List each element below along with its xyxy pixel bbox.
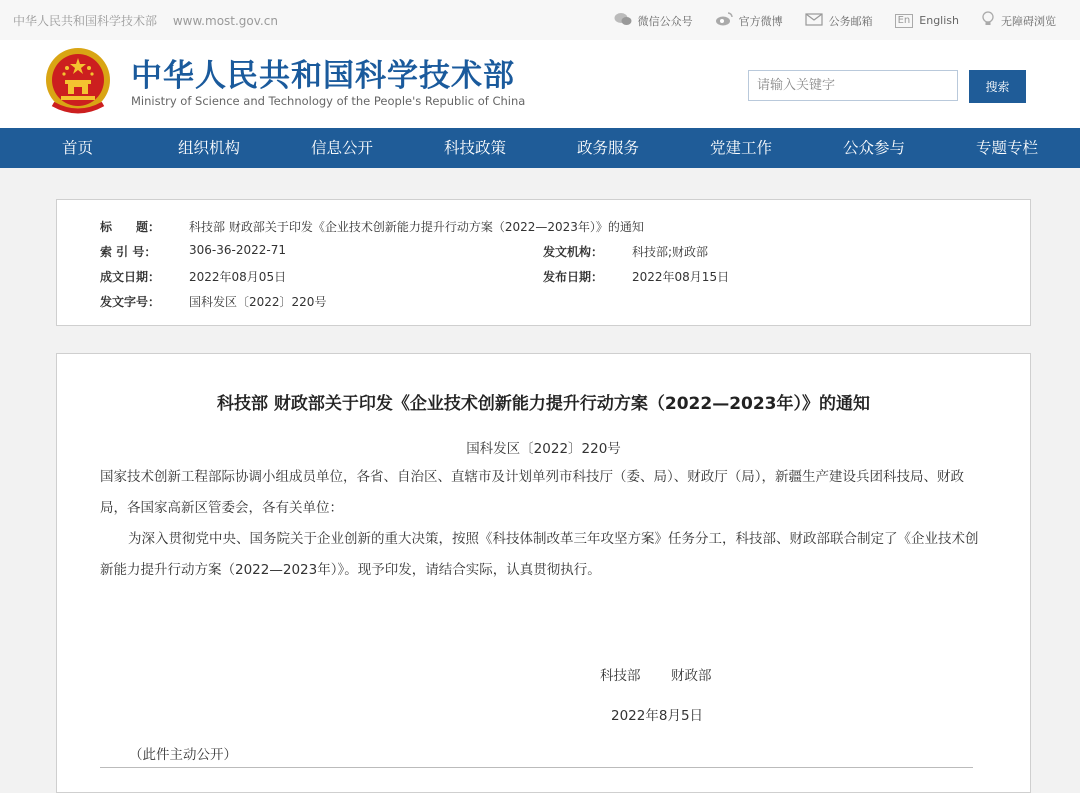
- disclosure-note: （此件主动公开）: [129, 747, 237, 763]
- document-title: 科技部 财政部关于印发《企业技术创新能力提升行动方案（2022—2023年）》的通知: [216, 394, 871, 414]
- weibo-label: 官方微博: [738, 14, 783, 28]
- site-name: 中华人民共和国科学技术部: [13, 14, 158, 28]
- document-body: [56, 353, 1031, 793]
- meta-written-label: 成文日期：: [100, 270, 161, 284]
- utility-links: [614, 11, 1056, 30]
- national-emblem-icon: [43, 46, 113, 118]
- nav-item-topics[interactable]: 专题专栏: [976, 139, 1039, 157]
- document-addressee: 国家技术创新工程部际协调小组成员单位，各省、自治区、直辖市及计划单列市科技厅（委、局）、财政厅（局），新疆生产建设兵团科技局、财政局，各国家高新区管委会，各有关单位：: [100, 469, 964, 516]
- divider: [100, 767, 973, 768]
- site-url[interactable]: www.most.gov.cn: [172, 14, 278, 28]
- signer-mof: 财政部: [671, 668, 712, 684]
- english-icon: En: [895, 14, 914, 28]
- nav-item-party[interactable]: 党建工作: [710, 139, 773, 157]
- signer-most: 科技部: [600, 668, 641, 684]
- search-input[interactable]: [748, 70, 958, 101]
- meta-written-value: 2022年08月05日: [189, 270, 287, 284]
- weibo-icon: [715, 12, 733, 29]
- meta-published-label: 发布日期：: [543, 270, 604, 284]
- site-title: 中华人民共和国科学技术部: [131, 58, 515, 94]
- nav-item-public[interactable]: 公众参与: [843, 139, 906, 157]
- nav-item-organization[interactable]: 组织机构: [178, 139, 241, 157]
- site-header: [0, 40, 1080, 128]
- meta-index-label: 索 引 号：: [100, 245, 157, 259]
- meta-published-value: 2022年08月15日: [632, 270, 730, 284]
- meta-title-value: 科技部 财政部关于印发《企业技术创新能力提升行动方案（2022—2023年）》的通知: [189, 220, 644, 234]
- wechat-label: 微信公众号: [637, 14, 693, 28]
- document-paragraph: 为深入贯彻党中央、国务院关于企业创新的重大决策，按照《科技体制改革三年攻坚方案》任务分工，科技部、财政部联合制定了《企业技术创新能力提升行动方案（2022—2023年）》。现予印发，请结合实际，认真贯彻执行。: [100, 531, 979, 578]
- site-subtitle: Ministry of Science and Technology of the People's Republic of China: [131, 94, 526, 108]
- wechat-icon: [614, 12, 632, 29]
- document-metadata: [56, 199, 1031, 326]
- document-date: 2022年8月5日: [611, 708, 704, 724]
- english-link[interactable]: [895, 14, 959, 28]
- nav-item-services[interactable]: 政务服务: [577, 139, 640, 157]
- mail-icon: [805, 13, 823, 29]
- mail-label: 公务邮箱: [828, 14, 873, 28]
- meta-issuer-label: 发文机构：: [543, 245, 604, 259]
- meta-docno-label: 发文字号：: [100, 295, 161, 309]
- mail-link[interactable]: [805, 13, 873, 29]
- accessibility-label: 无障碍浏览: [1001, 14, 1056, 28]
- wechat-link[interactable]: [614, 12, 693, 29]
- meta-docno-value: 国科发区〔2022〕220号: [189, 295, 327, 309]
- document-number: 国科发区〔2022〕220号: [466, 441, 621, 457]
- meta-issuer-value: 科技部;财政部: [632, 245, 709, 259]
- english-label: English: [919, 14, 959, 27]
- nav-item-home[interactable]: 首页: [62, 139, 94, 157]
- meta-index-value: 306-36-2022-71: [189, 243, 286, 257]
- nav-item-disclosure[interactable]: 信息公开: [311, 139, 374, 157]
- weibo-link[interactable]: [715, 12, 783, 29]
- top-utility-bar: [0, 0, 1080, 40]
- main-nav: [0, 128, 1080, 168]
- search-button[interactable]: 搜索: [969, 70, 1026, 103]
- accessibility-link[interactable]: [981, 11, 1056, 30]
- meta-title-label: 标 题：: [100, 220, 161, 234]
- lightbulb-icon: [981, 11, 995, 30]
- site-identity: [13, 12, 290, 29]
- nav-item-policy[interactable]: 科技政策: [444, 139, 507, 157]
